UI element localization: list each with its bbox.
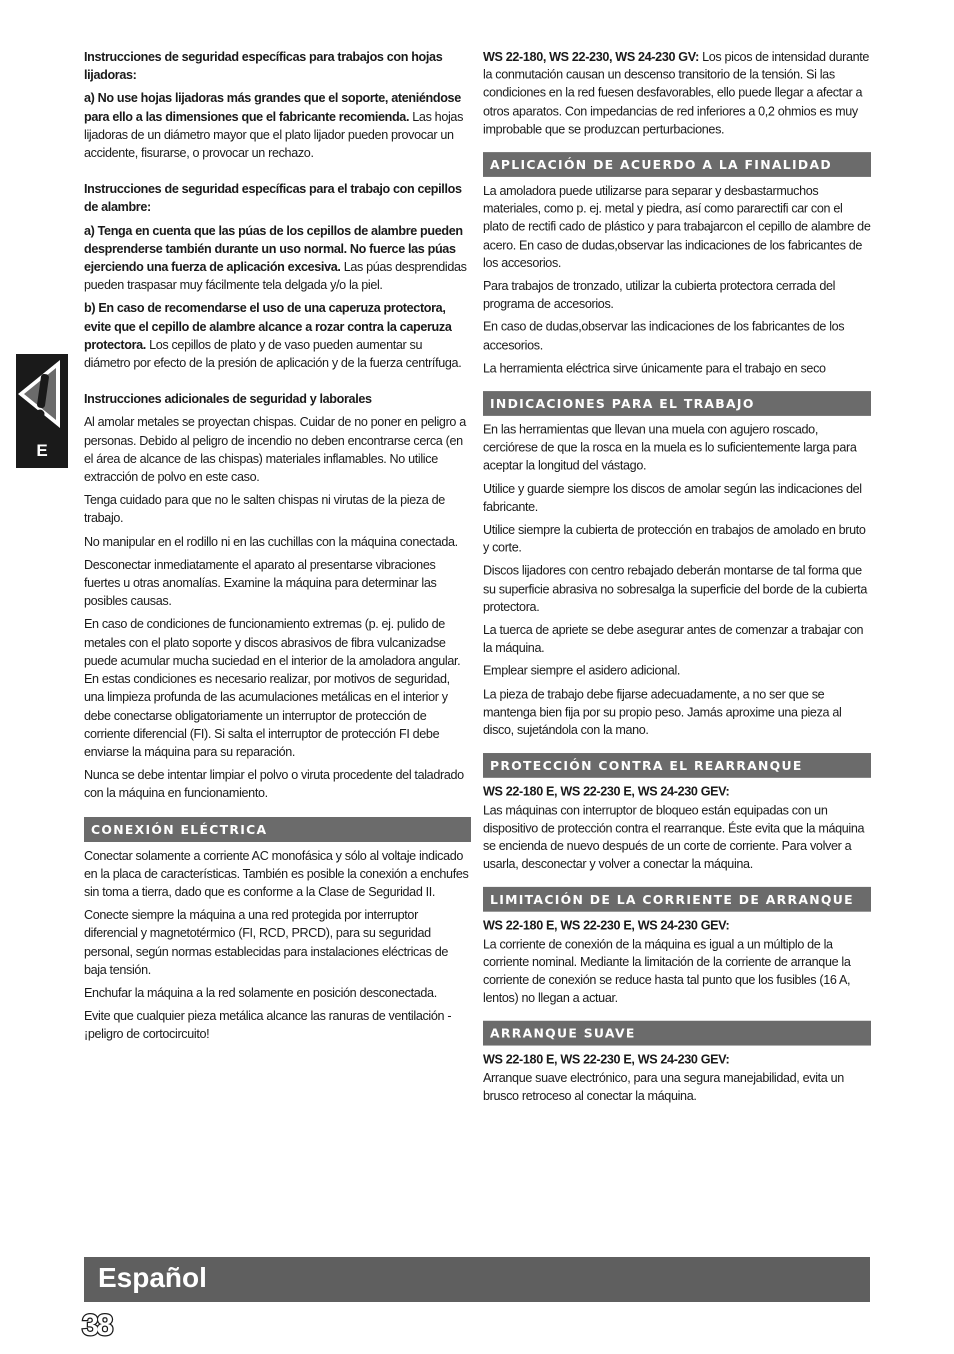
roller-paragraph: No manipular en el rodillo ni en las cuchillas con la máquina conectada. <box>84 534 458 549</box>
cutting-guard-paragraph: Para trabajos de tronzado, utilizar la cubierta protectora cerrada del programa de accesorios. <box>483 279 836 312</box>
dust-paragraph: Nunca se debe intentar limpiar el polvo o viruta procedente del taladrado con la máquina en funcionamiento. <box>84 768 464 801</box>
workpiece-sparks-paragraph: Tenga cuidado para que no le salten chispas ni virutas de la pieza de trabajo. <box>84 493 445 526</box>
guard-use-paragraph: Utilice siempre la cubierta de protección en trabajos de amolado en bruto y corte. <box>483 523 866 555</box>
right-column <box>483 48 871 1110</box>
wire-brush-rule-b: b) En caso de recomendarse el uso de una caperuza protectora, evite que el cepillo de alambre alcance a rozar contra la caperuza protectora. Los cepillos de plato y de vaso pueden aumentar su diámetro por efecto de la presión de aplicación y de la fuerza centrífuga. <box>84 301 462 371</box>
language-label: E <box>36 441 48 460</box>
restart-protection-paragraph: WS 22-180 E, WS 22-230 E, WS 24-230 GEV: Las máquinas con interruptor de bloqueo están equipadas con un dispositivo de protección contra el rearranque. Éste evita que la máquina se encienda de nuevo después de un corte de corriente. Para volver a usarla, desconectar y volver a conectar la máquina. <box>483 785 865 872</box>
footer-language-bar <box>84 1257 870 1302</box>
left-column <box>84 48 471 1049</box>
language-side-tab <box>16 354 68 468</box>
ventilation-paragraph: Evite que cualquier pieza metálica alcance las ranuras de ventilación - ¡peligro de cortocircuito! <box>84 1009 452 1042</box>
section-heading-intended-use: APLICACIÓN DE ACUERDO A LA FINALIDAD <box>483 152 871 177</box>
inrush-limit-paragraph: WS 22-180 E, WS 22-230 E, WS 24-230 GEV: La corriente de conexión de la máquina es igual a un múltiplo de la corriente nominal. Mediante la limitación de la corriente de arranque la corriente de conexión se reduce hasta tal punto que los fusibles (16 A, lentos) no llegan a actuar. <box>483 918 851 1006</box>
accessories-doubt-paragraph: En caso de dudas,observar las indicaciones de los fabricantes de los accesorios. <box>483 320 845 353</box>
section-heading-electrical: CONEXIÓN ELÉCTRICA <box>84 817 471 842</box>
clamping-nut-paragraph: La tuerca de apriete se debe asegurar antes de comenzar a trabajar con la máquina. <box>483 623 864 656</box>
workpiece-fix-paragraph: La pieza de trabajo debe fijarse adecuadamente, a no ser que se mantenga bien fija por su propio peso. Jamás aproxime una pieza al disco, sujetándola con la mano. <box>483 687 842 738</box>
warning-triangle-icon <box>16 354 68 434</box>
footer-language-title: Español <box>98 1262 207 1293</box>
wire-brush-rule-a: a) Tenga en cuenta que las púas de los cepillos de alambre pueden desprenderse también durante un uso normal. No fuerce las púas ejerciendo una fuerza de aplicación excesiva. Las púas desprendidas pueden traspasar muy fácilmente tela delgada y/o la piel. <box>84 223 467 293</box>
inrush-paragraph: WS 22-180, WS 22-230, WS 24-230 GV: Los picos de intensidad durante la conmutación causan un descenso transitorio de la tensión. Si las condiciones en la red fuesen desfavorables, ello puede llegar a afectar a otros aparatos. Con impedancias de red inferiores a 0,2 ohmios es muy improbable que se produzcan perturbaciones. <box>483 49 870 137</box>
sparks-paragraph: Al amolar metales se proyectan chispas. Cuidar de no poner en peligro a personas. Debido al peligro de incendio no deben encontrarse cerca (en el área de alcance de las chispas) materiales inflamables. No utilice extracción de polvo en este caso. <box>84 415 466 485</box>
section-heading-restart-protection: PROTECCIÓN CONTRA EL REARRANQUE <box>483 753 871 778</box>
dry-work-paragraph: La herramienta eléctrica sirve únicamente para el trabajo en seco <box>483 361 826 376</box>
sanding-sheets-rule-a: a) No use hojas lijadoras más grandes que el soporte, ateniéndose para ello a las dimensiones que el fabricante recomienda. Las hojas lijadoras de un diámetro mayor que el plato lijador pueden provocar un accidente, fisurarse, o provocar un rechazo. <box>84 91 464 161</box>
ac-connection-paragraph: Conectar solamente a corriente AC monofásica y sólo al voltaje indicado en la placa de características. También es posible la conexión a enchufes sin toma a tierra, dado que es conforme a la Clase de Seguridad II. <box>84 848 469 899</box>
soft-start-paragraph: WS 22-180 E, WS 22-230 E, WS 24-230 GEV: Arranque suave electrónico, para una segura manejabilidad, evita un brusco retroceso al conectar la máquina. <box>483 1052 844 1103</box>
disc-storage-paragraph: Utilice y guarde siempre los discos de amolar según las indicaciones del fabricante. <box>483 481 862 514</box>
plug-in-paragraph: Enchufar la máquina a la red solamente en posición desconectada. <box>84 985 437 1000</box>
page-number: 38 <box>82 1309 112 1342</box>
thread-paragraph: En las herramientas que llevan una muela con agujero roscado, cerciórese de que la rosca en la muela es lo suficientemente larga para aceptar la longitud del vástago. <box>483 422 857 473</box>
aux-handle-paragraph: Emplear siempre el asidero adicional. <box>483 664 681 679</box>
rcd-paragraph: Conecte siempre la máquina a una red protegida por interruptor diferencial y magnetotérmico (FI, RCD, PRCD), para su seguridad personal, según normas establecidas para instalaciones eléctricas de baja tensión. <box>84 908 449 977</box>
intended-use-paragraph: La amoladora puede utilizarse para separar y desbastarmuchos materiales, como p. ej. metal y piedra, así como pararectifi car con el plato de rectifi cado de plástico y para trabajarcon el cepillo de alambre de acero. En caso de dudas,observar las indicaciones de los fabricantes de los accesorios. <box>483 183 871 270</box>
section-heading-inrush-limit: LIMITACIÓN DE LA CORRIENTE DE ARRANQUE <box>483 887 871 912</box>
section-heading-work-instructions: INDICACIONES PARA EL TRABAJO <box>483 391 871 416</box>
sanding-sheets-heading: Instrucciones de seguridad específicas para trabajos con hojas lijadoras: <box>84 50 443 83</box>
additional-safety-heading: Instrucciones adicionales de seguridad y laborales <box>84 392 372 407</box>
depressed-centre-paragraph: Discos lijadores con centro rebajado deberán montarse de tal forma que su superficie abrasiva no sobresalga la superficie del borde de la cubierta protectora. <box>483 564 867 615</box>
vibrations-paragraph: Desconectar inmediatamente el aparato al presentarse vibraciones fuertes u otras anomalías. Examine la máquina para determinar las posibles causas. <box>84 557 437 609</box>
section-heading-soft-start: ARRANQUE SUAVE <box>483 1021 871 1046</box>
extreme-conditions-paragraph: En caso de condiciones de funcionamiento extremas (p. ej. pulido de metales con el plato soporte y discos abrasivos de fibra vulcanizadse puede acumular mucha suciedad en el interior de la amoladora angular. En estas condiciones es necesario realizar, por motivos de seguridad, una limpieza profunda de las acumulaciones metálicas en el interior y debe conectarse obligatoriamente un interruptor de protección de corriente diferencial (FI). Si salta el interruptor de protección FI debe enviarse la máquina para su reparación. <box>84 617 461 759</box>
wire-brush-heading: Instrucciones de seguridad específicas para el trabajo con cepillos de alambre: <box>84 182 462 215</box>
